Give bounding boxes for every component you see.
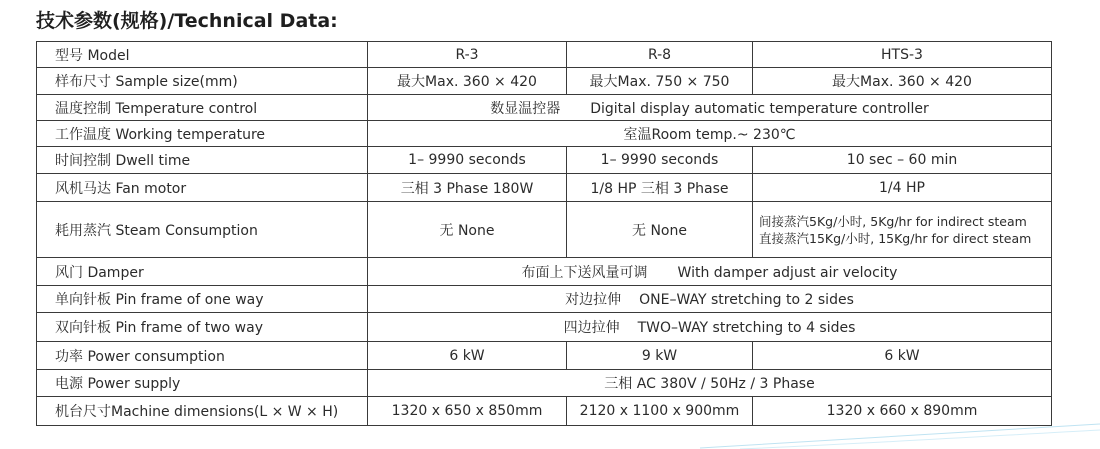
table-row bbox=[37, 147, 1052, 174]
table-row bbox=[37, 202, 1052, 258]
steam-indirect: 间接蒸汽5Kg/小时, 5Kg/hr for indirect steam bbox=[759, 213, 1027, 229]
cell-dims-r3: 1320 x 650 x 850mm bbox=[368, 397, 567, 426]
table-row bbox=[37, 370, 1052, 397]
row-label-working-temperature: 工作温度 Working temperature bbox=[37, 121, 368, 147]
row-label-dwell-time: 时间控制 Dwell time bbox=[37, 147, 368, 174]
cell-fan-r8: 1/8 HP 三相 3 Phase bbox=[567, 174, 753, 202]
temp-control-en: Digital display automatic temperature controller bbox=[590, 100, 929, 117]
damper-cn: 布面上下送风量可调 bbox=[521, 264, 648, 281]
column-header-r8: R-8 bbox=[567, 42, 753, 68]
cell-dims-r8: 2120 x 1100 x 900mm bbox=[567, 397, 753, 426]
row-label-power-supply: 电源 Power supply bbox=[37, 370, 368, 397]
cell-temperature-control bbox=[368, 95, 1052, 121]
row-label-fan-motor: 风机马达 Fan motor bbox=[37, 174, 368, 202]
steam-direct: 直接蒸汽15Kg/小时, 15Kg/hr for direct steam bbox=[759, 230, 1032, 246]
row-label-temperature-control: 温度控制 Temperature control bbox=[37, 95, 368, 121]
row-label-machine-dimensions: 机台尺寸Machine dimensions(L × W × H) bbox=[37, 397, 368, 426]
cell-pin-frame-two-way bbox=[368, 313, 1052, 342]
table-row bbox=[37, 342, 1052, 370]
row-label-model: 型号 Model bbox=[37, 42, 368, 68]
cell-power-supply: 三相 AC 380V / 50Hz / 3 Phase bbox=[368, 370, 1052, 397]
temp-control-cn: 数显温控器 bbox=[490, 100, 561, 117]
row-label-steam-consumption: 耗用蒸汽 Steam Consumption bbox=[37, 202, 368, 258]
row-label-pin-frame-one-way: 单向针板 Pin frame of one way bbox=[37, 286, 368, 313]
cell-dims-hts3: 1320 x 660 x 890mm bbox=[753, 397, 1052, 426]
cell-pin-frame-one-way bbox=[368, 286, 1052, 313]
cell-dwell-r3: 1– 9990 seconds bbox=[368, 147, 567, 174]
damper-en: With damper adjust air velocity bbox=[677, 264, 898, 281]
cell-sample-r8: 最大Max. 750 × 750 bbox=[567, 68, 753, 95]
technical-data-table bbox=[36, 41, 1052, 426]
table-row bbox=[37, 95, 1052, 121]
cell-sample-r3: 最大Max. 360 × 420 bbox=[368, 68, 567, 95]
pin-two-cn: 四边拉伸 bbox=[563, 320, 620, 336]
cell-working-temperature: 室温Room temp.~ 230℃ bbox=[368, 121, 1052, 147]
row-label-power-consumption: 功率 Power consumption bbox=[37, 342, 368, 370]
table-row bbox=[37, 68, 1052, 95]
cell-fan-r3: 三相 3 Phase 180W bbox=[368, 174, 567, 202]
table-row bbox=[37, 42, 1052, 68]
cell-power-r3: 6 kW bbox=[368, 342, 567, 370]
table-row bbox=[37, 258, 1052, 286]
table-row bbox=[37, 397, 1052, 426]
pin-one-en: ONE–WAY stretching to 2 sides bbox=[639, 292, 854, 308]
row-label-sample-size: 样布尺寸 Sample size(mm) bbox=[37, 68, 368, 95]
row-label-damper: 风门 Damper bbox=[37, 258, 368, 286]
cell-damper bbox=[368, 258, 1052, 286]
cell-sample-hts3: 最大Max. 360 × 420 bbox=[753, 68, 1052, 95]
column-header-r3: R-3 bbox=[368, 42, 567, 68]
cell-dwell-hts3: 10 sec – 60 min bbox=[753, 147, 1052, 174]
pin-two-en: TWO–WAY stretching to 4 sides bbox=[637, 320, 856, 336]
table-row bbox=[37, 286, 1052, 313]
cell-fan-hts3: 1/4 HP bbox=[753, 174, 1052, 202]
table-row bbox=[37, 121, 1052, 147]
cell-power-r8: 9 kW bbox=[567, 342, 753, 370]
cell-dwell-r8: 1– 9990 seconds bbox=[567, 147, 753, 174]
cell-steam-hts3 bbox=[753, 202, 1052, 258]
pin-one-cn: 对边拉伸 bbox=[565, 292, 622, 308]
cell-steam-r8: 无 None bbox=[567, 202, 753, 258]
table-row bbox=[37, 174, 1052, 202]
row-label-pin-frame-two-way: 双向针板 Pin frame of two way bbox=[37, 313, 368, 342]
page-title: 技术参数(规格)/Technical Data: bbox=[36, 10, 338, 32]
column-header-hts3: HTS-3 bbox=[753, 42, 1052, 68]
cell-steam-r3: 无 None bbox=[368, 202, 567, 258]
table-row bbox=[37, 313, 1052, 342]
cell-power-hts3: 6 kW bbox=[753, 342, 1052, 370]
